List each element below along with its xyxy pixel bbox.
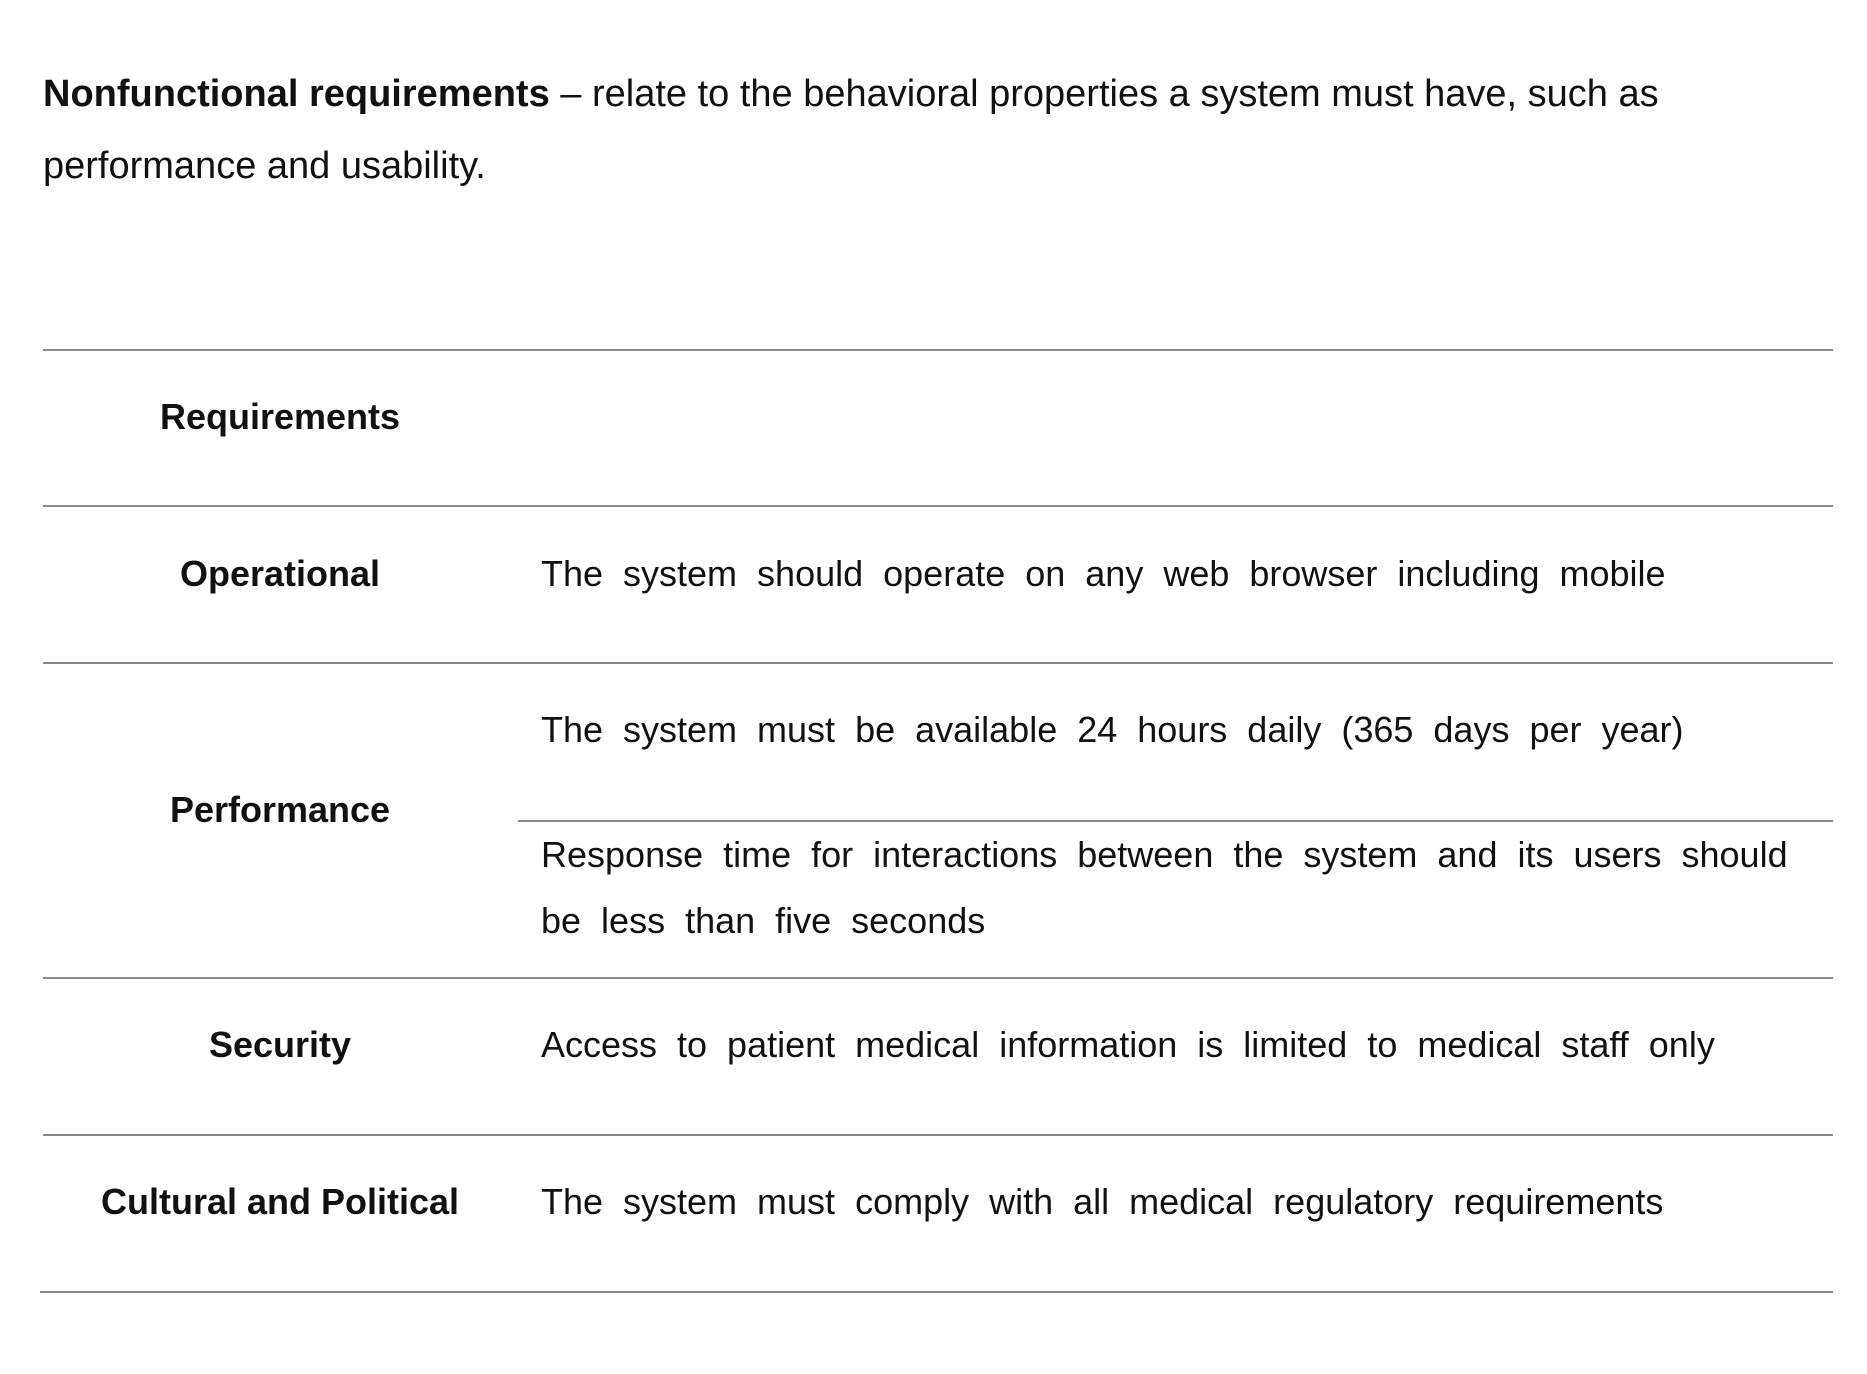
intro-paragraph	[43, 58, 1833, 202]
row-label-cultural-political: Cultural and Political	[100, 1181, 460, 1222]
row-label-performance: Performance	[169, 789, 391, 830]
row-text-cultural-political: The system must comply with all medical regulatory requirements	[541, 1181, 1664, 1222]
table-row-rule	[43, 1134, 1833, 1136]
row-label-security: Security	[208, 1024, 352, 1065]
row-text-performance-response-time: Response time for interactions between the system and its users should be less than five seconds	[541, 834, 1788, 941]
row-text-performance-availability: The system must be available 24 hours daily (365 days per year)	[541, 709, 1684, 750]
row-text-operational: The system should operate on any web browser including mobile	[541, 553, 1666, 594]
table-bottom-rule	[40, 1291, 1833, 1293]
table-row-rule	[43, 505, 1833, 507]
table-row-rule	[43, 662, 1833, 664]
table-header-requirements: Requirements	[159, 396, 401, 437]
row-text-security: Access to patient medical information is limited to medical staff only	[541, 1024, 1715, 1065]
intro-definition: – relate to the behavioral properties a system must have, such as performance and usability.	[43, 73, 1659, 187]
table-row-rule	[43, 977, 1833, 979]
table-top-rule	[43, 349, 1833, 351]
intro-term: Nonfunctional requirements	[43, 73, 550, 115]
row-label-operational: Operational	[179, 553, 381, 594]
